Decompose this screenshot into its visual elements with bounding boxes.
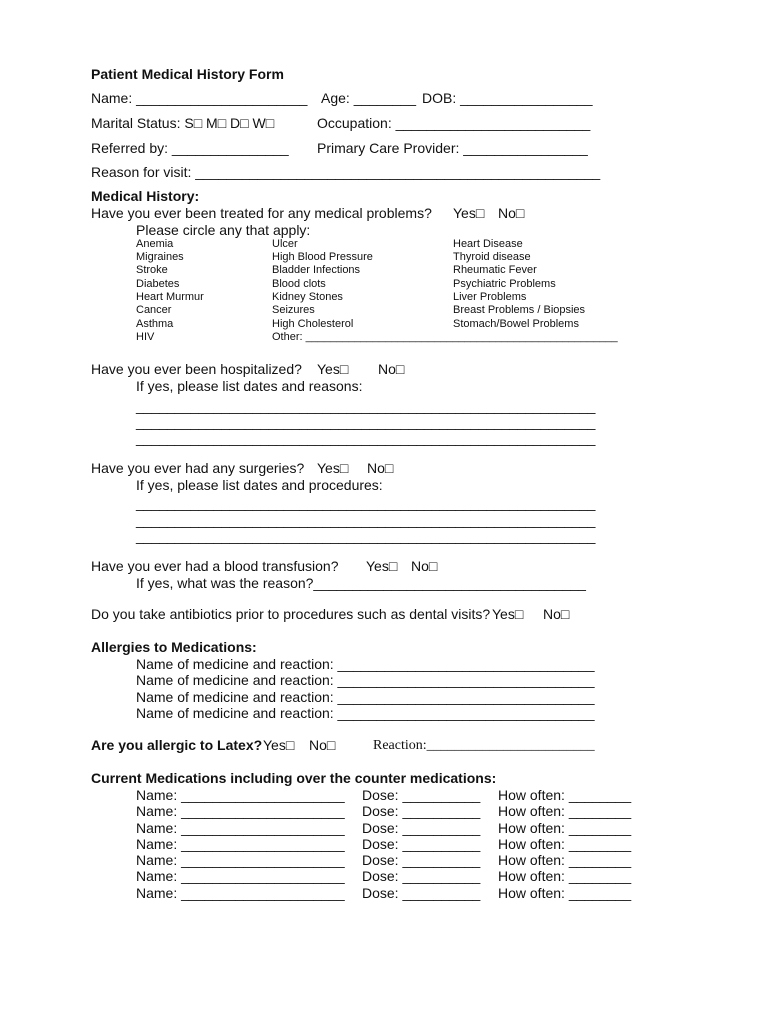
condition-item[interactable]: Seizures [272, 304, 315, 316]
medication-frequency-field[interactable]: How often: ________ [498, 803, 632, 819]
medication-dose-field[interactable]: Dose: __________ [362, 885, 481, 901]
transfusion-question: Have you ever had a blood transfusion? [91, 558, 339, 574]
surgeries-answer-line[interactable]: ___________________________________________________________ [136, 528, 596, 544]
surgeries-yes-checkbox[interactable]: Yes□ [317, 460, 349, 476]
antibiotics-question: Do you take antibiotics prior to procedures such as dental visits? [91, 606, 491, 622]
condition-item[interactable]: Ulcer [272, 238, 298, 250]
medication-name-field[interactable]: Name: _____________________ [136, 820, 345, 836]
medication-name-field[interactable]: Name: _____________________ [136, 803, 345, 819]
allergy-medicine-field[interactable]: Name of medicine and reaction: _________________________________ [136, 705, 595, 721]
form-title: Patient Medical History Form [91, 66, 284, 82]
hospitalized-question: Have you ever been hospitalized? [91, 361, 302, 377]
latex-no-checkbox[interactable]: No□ [309, 737, 336, 753]
condition-item[interactable]: Bladder Infections [272, 264, 361, 276]
condition-item[interactable]: High Blood Pressure [272, 251, 373, 263]
medication-name-field[interactable]: Name: _____________________ [136, 885, 345, 901]
hospitalized-answer-line[interactable]: ___________________________________________________________ [136, 430, 596, 446]
medication-frequency-field[interactable]: How often: ________ [498, 836, 632, 852]
medication-frequency-field[interactable]: How often: ________ [498, 787, 632, 803]
reason-for-visit-field[interactable]: Reason for visit: ____________________________________________________ [91, 164, 601, 180]
condition-item[interactable]: HIV [136, 331, 155, 343]
medication-dose-field[interactable]: Dose: __________ [362, 787, 481, 803]
medication-name-field[interactable]: Name: _____________________ [136, 852, 345, 868]
name-field[interactable]: Name: ______________________ [91, 90, 308, 106]
latex-question: Are you allergic to Latex? [91, 737, 263, 753]
age-field[interactable]: Age: ________ [321, 90, 416, 106]
allergies-heading: Allergies to Medications: [91, 639, 257, 655]
medication-name-field[interactable]: Name: _____________________ [136, 787, 345, 803]
condition-item[interactable]: Stroke [136, 264, 168, 276]
dob-field[interactable]: DOB: _________________ [422, 90, 593, 106]
allergy-medicine-field[interactable]: Name of medicine and reaction: _________________________________ [136, 672, 595, 688]
allergy-medicine-field[interactable]: Name of medicine and reaction: _________________________________ [136, 689, 595, 705]
medication-dose-field[interactable]: Dose: __________ [362, 868, 481, 884]
medical-problems-question: Have you ever been treated for any medical problems? [91, 205, 432, 221]
antibiotics-no-checkbox[interactable]: No□ [543, 606, 570, 622]
surgeries-answer-line[interactable]: ___________________________________________________________ [136, 512, 596, 528]
condition-item[interactable]: Anemia [136, 238, 174, 250]
condition-item[interactable]: Migraines [136, 251, 184, 263]
antibiotics-yes-checkbox[interactable]: Yes□ [492, 606, 524, 622]
condition-item[interactable]: Liver Problems [453, 291, 527, 303]
medication-frequency-field[interactable]: How often: ________ [498, 868, 632, 884]
surgeries-prompt: If yes, please list dates and procedures: [136, 477, 383, 493]
latex-yes-checkbox[interactable]: Yes□ [263, 737, 295, 753]
allergy-medicine-field[interactable]: Name of medicine and reaction: _________________________________ [136, 656, 595, 672]
condition-item[interactable]: High Cholesterol [272, 318, 354, 330]
surgeries-no-checkbox[interactable]: No□ [367, 460, 394, 476]
medical-problems-no-checkbox[interactable]: No□ [498, 205, 525, 221]
other-condition-field[interactable]: Other: ___________________________________________________ [272, 331, 618, 343]
condition-item[interactable]: Cancer [136, 304, 172, 316]
medication-frequency-field[interactable]: How often: ________ [498, 820, 632, 836]
marital-status-field[interactable]: Marital Status: S□ M□ D□ W□ [91, 115, 275, 131]
surgeries-answer-line[interactable]: ___________________________________________________________ [136, 495, 596, 511]
surgeries-question: Have you ever had any surgeries? [91, 460, 305, 476]
medical-history-heading: Medical History: [91, 188, 200, 204]
hospitalized-no-checkbox[interactable]: No□ [378, 361, 405, 377]
medication-dose-field[interactable]: Dose: __________ [362, 803, 481, 819]
medication-name-field[interactable]: Name: _____________________ [136, 836, 345, 852]
condition-item[interactable]: Blood clots [272, 278, 326, 290]
medication-frequency-field[interactable]: How often: ________ [498, 885, 632, 901]
condition-item[interactable]: Stomach/Bowel Problems [453, 318, 579, 330]
condition-item[interactable]: Rheumatic Fever [453, 264, 537, 276]
referred-by-field[interactable]: Referred by: _______________ [91, 140, 289, 156]
hospitalized-answer-line[interactable]: ___________________________________________________________ [136, 414, 596, 430]
condition-item[interactable]: Psychiatric Problems [453, 278, 556, 290]
circle-prompt: Please circle any that apply: [136, 222, 311, 238]
occupation-field[interactable]: Occupation: _________________________ [317, 115, 591, 131]
condition-item[interactable]: Diabetes [136, 278, 180, 290]
medication-frequency-field[interactable]: How often: ________ [498, 852, 632, 868]
hospitalized-prompt: If yes, please list dates and reasons: [136, 378, 363, 394]
primary-care-provider-field[interactable]: Primary Care Provider: ________________ [317, 140, 588, 156]
condition-item[interactable]: Asthma [136, 318, 174, 330]
hospitalized-yes-checkbox[interactable]: Yes□ [317, 361, 349, 377]
medical-problems-yes-checkbox[interactable]: Yes□ [453, 205, 485, 221]
medication-dose-field[interactable]: Dose: __________ [362, 820, 481, 836]
condition-item[interactable]: Heart Murmur [136, 291, 204, 303]
medication-name-field[interactable]: Name: _____________________ [136, 868, 345, 884]
transfusion-yes-checkbox[interactable]: Yes□ [366, 558, 398, 574]
hospitalized-answer-line[interactable]: ___________________________________________________________ [136, 398, 596, 414]
medication-dose-field[interactable]: Dose: __________ [362, 852, 481, 868]
latex-reaction-field[interactable]: Reaction:________________________ [373, 738, 595, 753]
transfusion-reason-field[interactable]: If yes, what was the reason?___________________________________ [136, 575, 586, 591]
medication-dose-field[interactable]: Dose: __________ [362, 836, 481, 852]
condition-item[interactable]: Thyroid disease [453, 251, 531, 263]
condition-item[interactable]: Breast Problems / Biopsies [453, 304, 586, 316]
transfusion-no-checkbox[interactable]: No□ [411, 558, 438, 574]
condition-item[interactable]: Kidney Stones [272, 291, 343, 303]
condition-item[interactable]: Heart Disease [453, 238, 523, 250]
current-medications-heading: Current Medications including over the counter medications: [91, 770, 497, 786]
